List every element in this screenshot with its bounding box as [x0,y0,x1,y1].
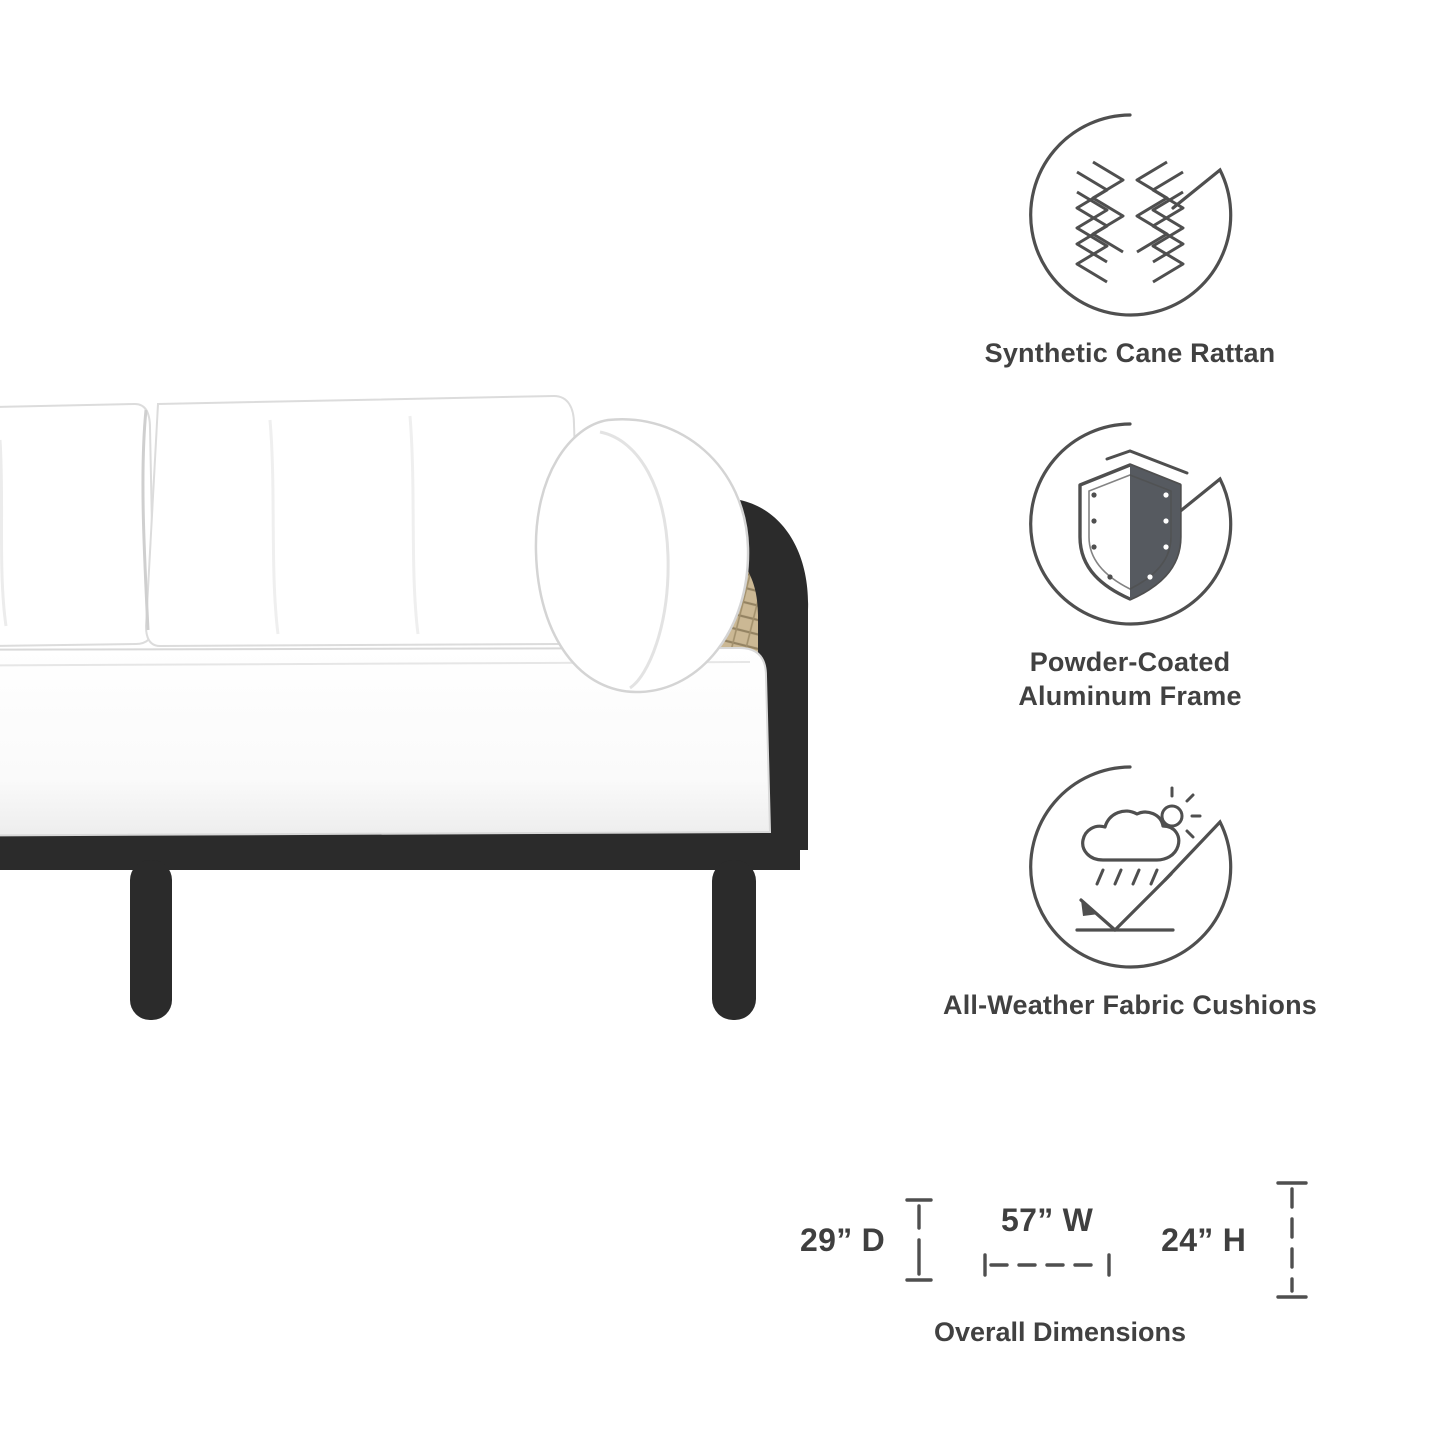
throw-pillow [536,419,748,692]
height-measure-icon [1272,1175,1312,1305]
depth-measure-icon [899,1190,939,1290]
rattan-weave-icon [1015,100,1245,330]
overall-dimensions [800,1185,1400,1348]
dimension-width [977,1202,1117,1279]
feature-label-frame-line1: Powder-Coated [1029,646,1231,677]
feature-label-frame-line2: Aluminum Frame [1018,681,1242,712]
feature-label-frame [1018,645,1241,714]
feature-label-cushions: All-Weather Fabric Cushions [943,989,1317,1020]
dimension-depth [800,1190,949,1290]
feature-powder-coated-aluminum-frame [880,409,1380,714]
product-image [0,380,860,1080]
feature-synthetic-cane-rattan [880,100,1380,371]
dimension-height [1161,1175,1322,1305]
feature-label-rattan: Synthetic Cane Rattan [984,338,1276,368]
dimensions-row [800,1185,1400,1295]
sofa-leg-right [712,860,756,1020]
width-measure-icon [977,1249,1117,1279]
sofa-leg-left [130,860,172,1020]
dimension-depth-value: 29” D [800,1221,886,1258]
sofa-illustration [0,380,860,1080]
shield-icon [1015,409,1245,639]
weather-resistant-icon [1015,752,1245,982]
dimension-width-value: 57” W [1001,1201,1094,1238]
back-cushions [0,396,580,648]
dimensions-caption: Overall Dimensions [933,1317,1187,1347]
feature-list [880,100,1380,1060]
feature-all-weather-fabric-cushions [880,752,1380,1023]
dimension-height-value: 24” H [1161,1221,1247,1258]
